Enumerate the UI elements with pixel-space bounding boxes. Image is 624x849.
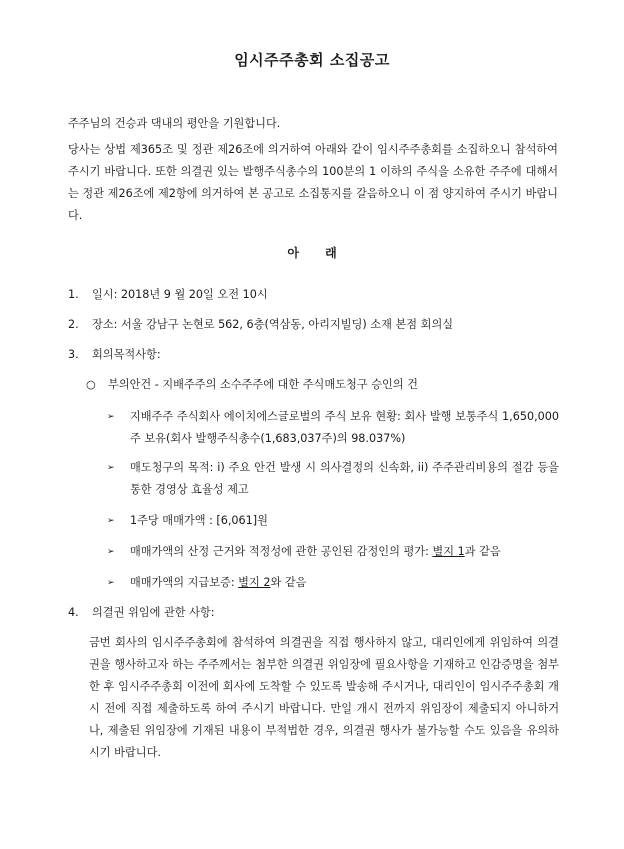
item-text: 회의목적사항: <box>92 348 161 361</box>
bullet-text-prefix: 매매가액의 산정 근거와 적정성에 관한 공인된 감정인의 평가: <box>130 545 433 558</box>
item-number: 3. <box>68 348 79 361</box>
arrow-bullet-icon: ➢ <box>107 547 115 557</box>
agenda-text: 부의안건 - 지배주주의 소수주주에 대한 주식매도청구 승인의 건 <box>108 378 418 391</box>
appendix-2-link[interactable]: 별지 2 <box>238 576 271 589</box>
list-item-date <box>68 284 268 306</box>
bullet-text: 지배주주 주식회사 에이치에스글로벌의 주식 보유 현황: 회사 발행 보통주식 1,650,000주 보유(회사 발행주식총수(1,683,037주)의 98.037%) <box>130 410 559 445</box>
list-item-proxy <box>68 602 215 624</box>
bullet-item-holding <box>107 406 559 450</box>
item-number: 4. <box>68 606 79 619</box>
circle-bullet-icon: ○ <box>86 378 96 391</box>
list-item-agenda <box>68 344 161 366</box>
item-number: 2. <box>68 318 79 331</box>
bullet-text: 매도청구의 목적: i) 주요 안건 발생 시 의사결정의 신속화, ii) 주주관리비용의 절감 등을 통한 경영상 효율성 제고 <box>130 461 559 496</box>
section-heading: 아 래 <box>287 246 337 260</box>
bullet-text <box>130 572 559 594</box>
item-text: 장소: 서울 강남구 논현로 562, 6층(역삼동, 아리지빌딩) 소재 본점 회의실 <box>92 318 454 331</box>
appendix-1-link[interactable]: 별지 1 <box>432 545 465 558</box>
item-text: 의결권 위임에 관한 사항: <box>92 606 215 619</box>
bullet-item-purpose <box>107 457 559 501</box>
proxy-paragraph: 금번 회사의 임시주주총회에 참석하여 의결권을 직접 행사하지 않고, 대리인에게 위임하여 의결권을 행사하고자 하는 주주께서는 첨부한 의결권 위임장에 필요사항을 기재하고 인감증명을 첨부한 후 임시주주총회 이전에 회사에 도착할 수 있도록 발송해 주시거나, 대리인이 임시주주총회 개시 전에 직접 제출하도록 하여 주시기 바랍니다. 만일 개시 전까지 위임장이 제출되지 아니하거나, 제출된 위임장에 기재된 내용이 부적법한 경우, 의결권 행사가 불가능할 수도 있음을 유의하시기 바랍니다. <box>89 636 559 759</box>
bullet-text <box>130 541 559 563</box>
bullet-text-suffix: 와 같음 <box>270 576 307 589</box>
bullet-text-prefix: 매매가액의 지급보증: <box>130 576 239 589</box>
arrow-bullet-icon: ➢ <box>107 463 115 473</box>
bullet-text: 1주당 매매가액 : [6,061]원 <box>130 514 268 527</box>
greeting-text: 주주님의 건승과 댁내의 평안을 기원합니다. <box>68 117 281 130</box>
intro-paragraph: 당사는 상법 제365조 및 정관 제26조에 의거하여 아래와 같이 임시주주총회를 소집하오니 참석하여 주시기 바랍니다. 또한 의결권 있는 발행주식총수의 100분의 1 이하의 주식을 소유한 주주에 대해서는 정관 제26조에 제2항에 의거하여 본 공고로 소집통지를 갈음하오니 이 점 양지하여 주시기 바랍니다. <box>68 143 558 222</box>
page-title: 임시주주총회 소집공고 <box>234 51 390 69</box>
bullet-text-suffix: 과 같음 <box>464 545 501 558</box>
arrow-bullet-icon: ➢ <box>107 516 115 526</box>
arrow-bullet-icon: ➢ <box>107 412 115 422</box>
arrow-bullet-icon: ➢ <box>107 578 115 588</box>
bullet-item-guarantee <box>107 572 559 594</box>
bullet-item-valuation <box>107 541 559 563</box>
item-text: 일시: 2018년 9 월 20일 오전 10시 <box>92 288 268 301</box>
item-number: 1. <box>68 288 79 301</box>
list-item-place <box>68 314 453 336</box>
agenda-item <box>86 374 418 396</box>
bullet-item-price <box>107 510 559 532</box>
